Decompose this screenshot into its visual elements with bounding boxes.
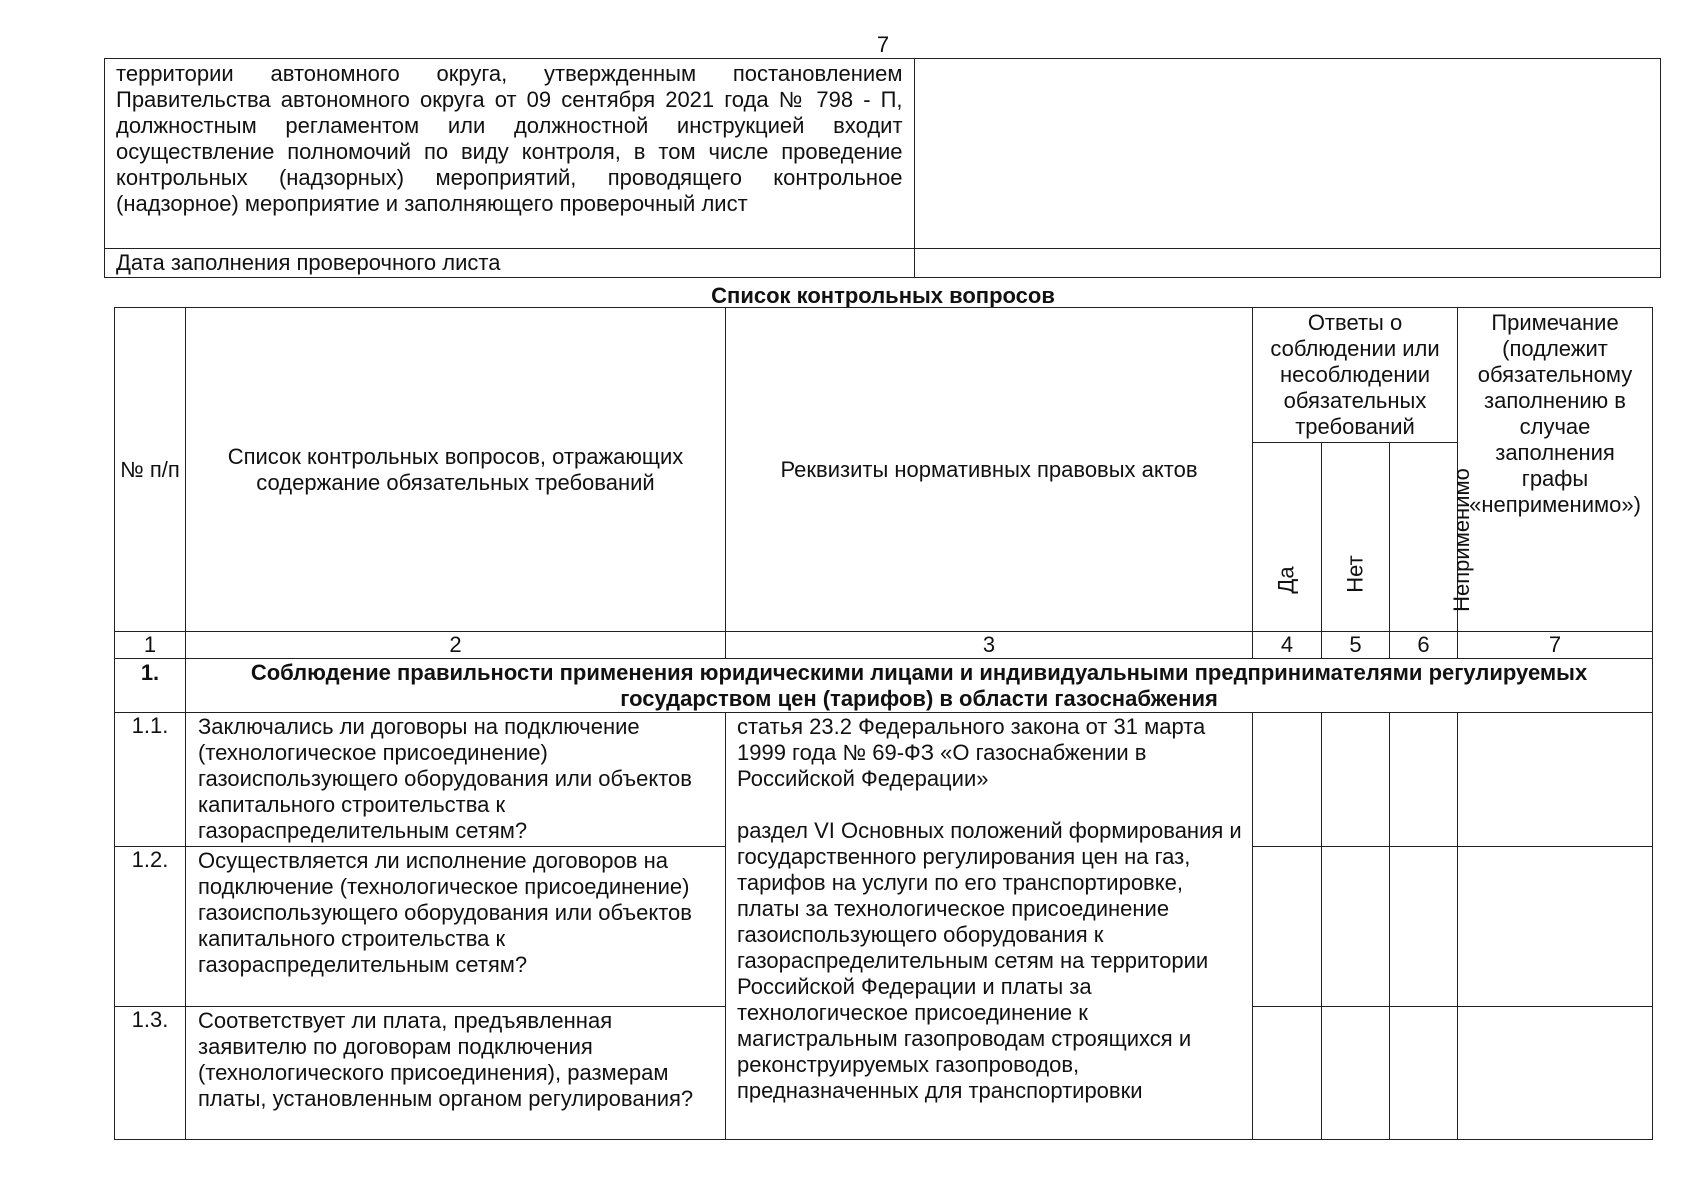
answer-yes-cell[interactable] [1253,713,1322,847]
date-label: Дата заполнения проверочного листа [105,249,915,278]
answer-yes-cell[interactable] [1253,847,1322,1007]
answer-na-cell[interactable] [1390,713,1458,847]
official-info-table [104,58,1661,278]
official-value-cell[interactable] [914,59,1660,249]
note-cell[interactable] [1458,847,1653,1007]
answer-yes-cell[interactable] [1253,1007,1322,1140]
column-number: 7 [1458,632,1653,659]
official-description-cell: территории автономного округа, утвержденным постановлением Правительства автономного округа от 09 сентября 2021 года № 798 - П, должностным регламентом или должностной инструкцией входит осуществление полномочий по виду контроля, в том числе проведение контрольных (надзорных) мероприятий, проводящего контрольное (надзорное) мероприятие и заполняющего проверочный лист [105,59,915,249]
answer-no-cell[interactable] [1322,713,1390,847]
note-cell[interactable] [1458,1007,1653,1140]
header-answers: Ответы о соблюдении или несоблюдении обязательных требований [1253,308,1458,443]
page-number: 7 [876,32,890,57]
question-text: Осуществляется ли исполнение договоров на подключение (технологическое присоединение) газоиспользующего оборудования или объектов капитального строительства к газораспределительным сетям? [186,847,726,1007]
answer-no-cell[interactable] [1322,847,1390,1007]
column-number: 4 [1253,632,1322,659]
row-number: 1.3. [115,1007,186,1140]
header-no: Нет [1342,555,1368,593]
answer-na-cell[interactable] [1390,847,1458,1007]
header-yes: Да [1273,566,1299,594]
header-na: Неприменимо [1448,468,1474,612]
checklist-table [114,307,1653,1140]
header-acts: Реквизиты нормативных правовых актов [726,308,1253,632]
header-num: № п/п [115,308,186,632]
date-value-cell[interactable] [914,249,1660,278]
column-number: 3 [726,632,1253,659]
header-no-cell [1322,443,1390,632]
legal-acts-cell [726,713,1253,1140]
table-row [115,713,1653,847]
row-number: 1.1. [115,713,186,847]
answer-na-cell[interactable] [1390,1007,1458,1140]
section-row [115,659,1653,713]
note-cell[interactable] [1458,713,1653,847]
column-number: 6 [1390,632,1458,659]
header-note: Примечание (подлежит обязательному заполнению в случае заполнения графы «неприменимо») [1458,308,1653,632]
row-number: 1.2. [115,847,186,1007]
column-number: 1 [115,632,186,659]
legal-act: раздел VI Основных положений формирования и государственного регулирования цен на газ, тарифов на услуги по его транспортировке, платы за технологическое присоединение газоиспользующего оборудования к газораспределительным сетям на территории Российской Федерации и платы за технологическое присоединение к магистральным газопроводам строящихся и реконструируемых газопроводов, предназначенных для транспортировки [737,818,1242,1103]
answer-no-cell[interactable] [1322,1007,1390,1140]
header-yes-cell [1253,443,1322,632]
section-title: Список контрольных вопросов [711,283,1055,308]
section-title-cell: Соблюдение правильности применения юридическими лицами и индивидуальными предпринимателями регулируемых государством цен (тарифов) в области газоснабжения [186,659,1653,713]
header-questions: Список контрольных вопросов, отражающих содержание обязательных требований [186,308,726,632]
header-na-cell [1390,443,1474,632]
section-number: 1. [115,659,186,713]
column-number: 5 [1322,632,1390,659]
column-number: 2 [186,632,726,659]
legal-act: статья 23.2 Федерального закона от 31 марта 1999 года № 69-ФЗ «О газоснабжении в Российской Федерации» [737,714,1206,791]
column-number-row [115,632,1653,659]
question-text: Соответствует ли плата, предъявленная заявителю по договорам подключения (технологического присоединения), размерам платы, установленным органом регулирования? [186,1007,726,1140]
question-text: Заключались ли договоры на подключение (технологическое присоединение) газоиспользующего оборудования или объектов капитального строительства к газораспределительным сетям? [186,713,726,847]
